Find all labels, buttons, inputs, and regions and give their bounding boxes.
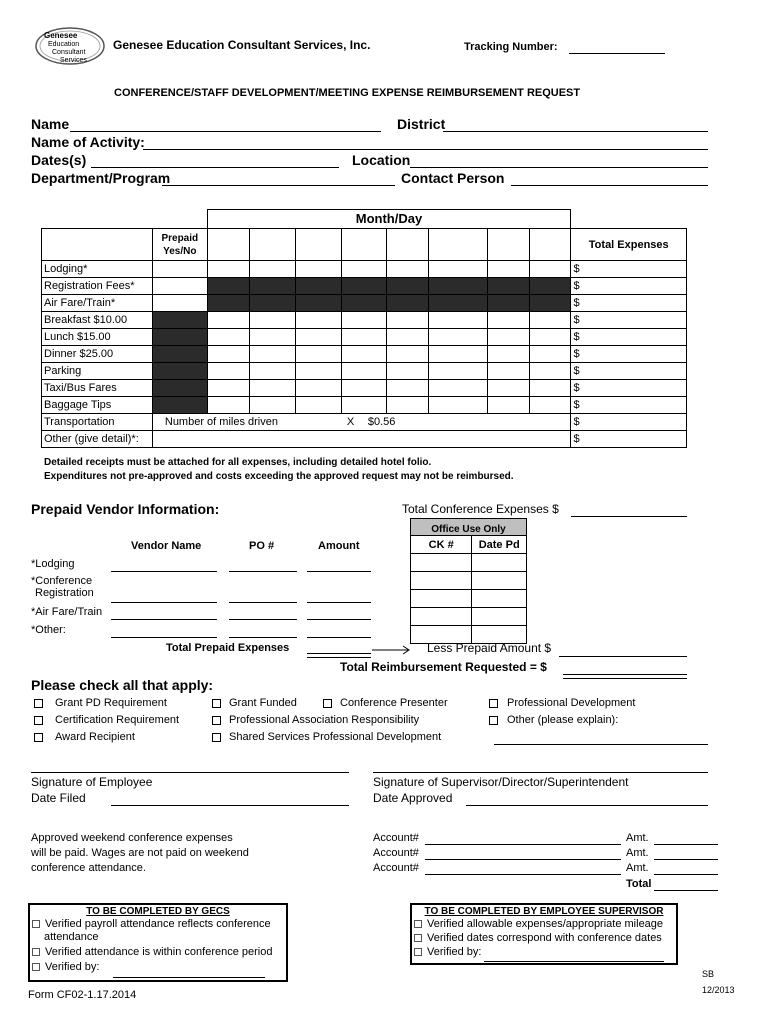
row-label: Other (give detail)*:	[42, 431, 153, 448]
row-label: Lodging*	[42, 261, 153, 278]
arrow-icon	[372, 643, 412, 661]
district-field[interactable]	[443, 131, 708, 132]
account-field-2[interactable]	[425, 859, 621, 860]
supervisor-verified-by-field[interactable]	[484, 961, 664, 962]
amt-label-3: Amt.	[626, 862, 649, 874]
date-approved-field[interactable]	[466, 805, 708, 806]
vendor-other-amount[interactable]	[307, 637, 371, 638]
dates-label: Dates(s)	[31, 152, 87, 168]
less-prepaid-label: Less Prepaid Amount $	[427, 641, 552, 655]
row-label: Transportation	[42, 414, 153, 431]
supervisor-signature-label: Signature of Supervisor/Director/Superintendent	[373, 775, 629, 789]
vendor-airfare-name[interactable]	[111, 619, 217, 620]
checkbox[interactable]	[212, 699, 221, 708]
checkbox[interactable]	[32, 948, 40, 956]
checkbox[interactable]	[414, 920, 422, 928]
gecs-box-title: TO BE COMPLETED BY GECS	[86, 906, 230, 917]
supervisor-signature-field[interactable]	[373, 772, 708, 773]
logo	[34, 26, 106, 66]
footer-initials: SB	[702, 969, 715, 979]
row-lodging	[42, 261, 687, 278]
less-prepaid-field[interactable]	[559, 656, 687, 657]
other-explain-field[interactable]	[494, 744, 708, 745]
row-lunch	[42, 329, 687, 346]
row-baggage	[42, 397, 687, 414]
dates-field[interactable]	[91, 167, 339, 168]
prepaid-header: Prepaid Yes/No	[161, 232, 199, 257]
dollar-cell[interactable]: $	[571, 329, 687, 346]
total-label: Total	[626, 878, 652, 890]
total-prepaid-field[interactable]	[307, 653, 371, 658]
amt-label-2: Amt.	[626, 847, 649, 859]
vendor-other-po[interactable]	[229, 637, 297, 638]
vendor-lodging-po[interactable]	[229, 571, 297, 572]
row-taxi	[42, 380, 687, 397]
vendor-row-other: *Other:	[31, 624, 66, 636]
weekend-note-3: conference attendance.	[31, 862, 146, 874]
vendor-row-lodging: *Lodging	[31, 558, 75, 570]
row-parking	[42, 363, 687, 380]
vendor-lodging-name[interactable]	[111, 571, 217, 572]
gecs-item-period[interactable]: Verified attendance is within conference period	[32, 946, 286, 958]
date-filed-field[interactable]	[111, 805, 349, 806]
svg-text:Education: Education	[48, 41, 80, 48]
checkbox[interactable]	[414, 934, 422, 942]
check-other[interactable]: Other (please explain):	[489, 714, 618, 726]
supervisor-item-verified-by[interactable]: Verified by:	[414, 946, 676, 958]
svg-text:Services: Services	[60, 57, 87, 64]
dollar-cell[interactable]: $	[571, 261, 687, 278]
row-breakfast	[42, 312, 687, 329]
gecs-box	[28, 903, 288, 982]
dollar-cell[interactable]: $	[571, 295, 687, 312]
total-expenses-header: Total Expenses	[588, 238, 669, 251]
date-approved-label: Date Approved	[373, 791, 453, 805]
location-label: Location	[352, 152, 411, 168]
checkbox[interactable]	[489, 699, 498, 708]
preapproved-note: Expenditures not pre-approved and costs exceeding the approved request may not be reimbursed.	[44, 471, 514, 482]
checkbox[interactable]	[32, 920, 40, 928]
vendor-lodging-amount[interactable]	[307, 571, 371, 572]
dollar-cell[interactable]: $	[571, 278, 687, 295]
row-label: Taxi/Bus Fares	[42, 380, 153, 397]
svg-text:Genesee: Genesee	[44, 31, 78, 40]
vendor-title: Prepaid Vendor Information:	[31, 501, 220, 517]
amt-field-3[interactable]	[654, 874, 718, 875]
vendor-name-header: Vendor Name	[131, 540, 202, 552]
dollar-cell[interactable]: $	[571, 431, 687, 448]
office-use-table	[410, 535, 527, 644]
supervisor-box	[410, 903, 678, 965]
account-label-2: Account#	[373, 847, 419, 859]
check-prof-development[interactable]: Professional Development	[489, 697, 635, 709]
row-airfare	[42, 295, 687, 312]
gecs-item-payroll-cont: attendance	[44, 931, 99, 943]
contact-label: Contact Person	[401, 170, 505, 186]
employee-signature-field[interactable]	[31, 772, 349, 773]
row-transportation	[42, 414, 687, 431]
ck-header: CK #	[428, 538, 454, 551]
dollar-cell[interactable]: $	[571, 414, 687, 431]
checkbox[interactable]	[32, 963, 40, 971]
month-day-header: Month/Day	[207, 209, 571, 229]
checkbox[interactable]	[414, 948, 422, 956]
office-use-header: Office Use Only	[410, 518, 527, 536]
row-label: Lunch $15.00	[42, 329, 153, 346]
gecs-item-verified-by[interactable]: Verified by:	[32, 961, 286, 973]
checkbox[interactable]	[212, 716, 221, 725]
checklist-title: Please check all that apply:	[31, 677, 214, 693]
vendor-airfare-amount[interactable]	[307, 619, 371, 620]
checkbox[interactable]	[212, 733, 221, 742]
mileage-rate: $0.56	[367, 416, 396, 428]
check-presenter[interactable]: Conference Presenter	[323, 697, 448, 709]
vendor-other-name[interactable]	[111, 637, 217, 638]
employee-signature-label: Signature of Employee	[31, 775, 153, 789]
vendor-row-registration: Registration	[35, 587, 94, 599]
checkbox[interactable]	[34, 733, 43, 742]
dollar-cell[interactable]: $	[571, 346, 687, 363]
total-field[interactable]	[654, 890, 718, 891]
po-header: PO #	[249, 540, 275, 552]
account-label-1: Account#	[373, 832, 419, 844]
vendor-conference-name[interactable]	[111, 602, 217, 603]
row-other	[42, 431, 687, 448]
supervisor-box-title: TO BE COMPLETED BY EMPLOYEE SUPERVISOR	[424, 906, 664, 917]
name-label: Name	[31, 116, 70, 132]
check-certification[interactable]: Certification Requirement	[34, 714, 179, 726]
dollar-cell[interactable]: $	[571, 312, 687, 329]
amt-field-1[interactable]	[654, 844, 718, 845]
vendor-row-conference: *Conference	[31, 575, 93, 587]
row-label: Dinner $25.00	[42, 346, 153, 363]
checkbox[interactable]	[489, 716, 498, 725]
row-label: Baggage Tips	[42, 397, 153, 414]
dollar-cell[interactable]: $	[571, 363, 687, 380]
row-dinner	[42, 346, 687, 363]
gecs-verified-by-field[interactable]	[113, 977, 265, 978]
checkbox[interactable]	[34, 699, 43, 708]
gecs-item-payroll[interactable]: Verified payroll attendance reflects conference	[32, 918, 286, 930]
amt-label-1: Amt.	[626, 832, 649, 844]
checkbox[interactable]	[34, 716, 43, 725]
total-reimbursement-field[interactable]	[563, 674, 687, 679]
rate-x: X	[346, 416, 355, 428]
supervisor-item-dates[interactable]: Verified dates correspond with conference dates	[414, 932, 676, 944]
vendor-row-airfare: *Air Fare/Train	[31, 606, 103, 618]
weekend-note-2: will be paid. Wages are not paid on weekend	[31, 847, 249, 859]
footer-date: 12/2013	[702, 985, 735, 995]
vendor-conference-amount[interactable]	[307, 602, 371, 603]
row-label: Parking	[42, 363, 153, 380]
dollar-cell[interactable]: $	[571, 380, 687, 397]
tracking-label: Tracking Number:	[464, 41, 558, 53]
check-prof-association[interactable]: Professional Association Responsibility	[212, 714, 419, 726]
check-grant-funded[interactable]: Grant Funded	[212, 697, 297, 709]
date-pd-header: Date Pd	[478, 538, 520, 551]
department-label: Department/Program	[31, 170, 171, 186]
weekend-note-1: Approved weekend conference expenses	[31, 832, 233, 844]
tracking-number-field[interactable]	[569, 53, 665, 54]
form-number: Form CF02-1.17.2014	[28, 989, 137, 1001]
amount-header: Amount	[318, 540, 360, 552]
date-filed-label: Date Filed	[31, 791, 86, 805]
district-label: District	[397, 116, 446, 132]
location-field[interactable]	[410, 167, 708, 168]
account-field-3[interactable]	[425, 874, 621, 875]
vendor-airfare-po[interactable]	[229, 619, 297, 620]
row-label: Registration Fees*	[42, 278, 153, 295]
svg-text:Consultant: Consultant	[52, 49, 86, 56]
total-reimbursement-label: Total Reimbursement Requested = $	[340, 660, 547, 674]
activity-label: Name of Activity:	[31, 134, 145, 150]
department-field[interactable]	[162, 185, 395, 186]
contact-field[interactable]	[511, 185, 708, 186]
supervisor-item-expenses[interactable]: Verified allowable expenses/appropriate mileage	[414, 918, 676, 930]
total-conference-field[interactable]	[571, 516, 687, 517]
amt-field-2[interactable]	[654, 859, 718, 860]
vendor-conference-po[interactable]	[229, 602, 297, 603]
dollar-cell[interactable]: $	[571, 397, 687, 414]
account-field-1[interactable]	[425, 844, 621, 845]
receipts-note: Detailed receipts must be attached for all expenses, including detailed hotel folio.	[44, 457, 432, 468]
check-grant-pd[interactable]: Grant PD Requirement	[34, 697, 167, 709]
form-title: CONFERENCE/STAFF DEVELOPMENT/MEETING EXPENSE REIMBURSEMENT REQUEST	[114, 87, 581, 99]
name-field[interactable]	[70, 131, 381, 132]
account-label-3: Account#	[373, 862, 419, 874]
org-name: Genesee Education Consultant Services, Inc.	[113, 38, 371, 52]
miles-label: Number of miles driven	[164, 416, 278, 428]
header-row	[42, 229, 687, 261]
checkbox[interactable]	[323, 699, 332, 708]
total-conference-label: Total Conference Expenses $	[402, 502, 559, 516]
total-prepaid-label: Total Prepaid Expenses	[166, 642, 290, 654]
row-label: Air Fare/Train*	[42, 295, 153, 312]
expense-table	[41, 228, 687, 448]
activity-field[interactable]	[143, 149, 708, 150]
row-registration	[42, 278, 687, 295]
row-label: Breakfast $10.00	[42, 312, 153, 329]
check-shared-services[interactable]: Shared Services Professional Development	[212, 731, 441, 743]
check-award[interactable]: Award Recipient	[34, 731, 135, 743]
